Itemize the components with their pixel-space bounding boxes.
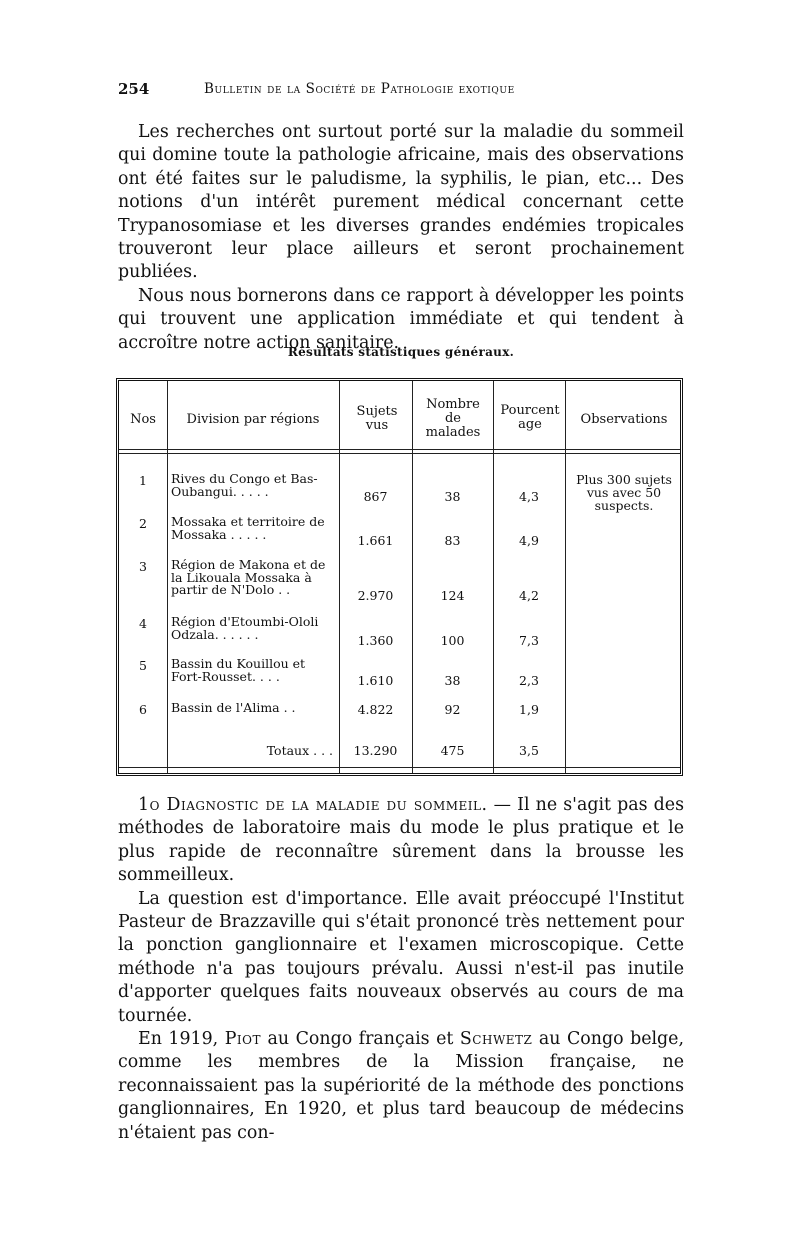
row-number: 2 [139,516,147,531]
row-number: 1 [139,473,147,488]
row-region: Mossaka et territoire de Mossaka . . . . . [171,514,325,542]
table-title: Résultats statistiques généraux. [287,345,515,359]
row-region: Région d'Etoumbi-Ololi Odzala. . . . . . [171,614,319,642]
running-title: Bulletin de la Société de Pathologie exotique [204,81,515,97]
header-patients: Nombre de malades [425,397,481,440]
row-patients: 92 [444,702,461,717]
intro-text [118,121,684,355]
row-patients: 38 [444,673,461,688]
section-paragraph-1-text: — Il ne s'agit pas des méthodes de laboratoire mais du mode le plus pratique et le plus rapide de reconnaître sûrement dans la brousse les sommeilleux. [118,795,684,886]
row-number: 4 [139,616,147,631]
row-patients: 83 [444,533,461,548]
row-patients: 124 [440,588,465,603]
row-number: 3 [139,559,147,574]
header-division: Division par régions [186,412,320,427]
row-region: Région de Makona et de la Likouala Mossaka à partir de N'Dolo . . [171,557,326,597]
section-heading: 1o Diagnostic de la maladie du sommeil. [138,795,488,815]
row-percent: 4,2 [519,588,539,603]
author-schwetz: Schwetz [459,1029,533,1050]
row-number: 6 [139,702,147,717]
row-subjects: 1.360 [357,633,394,648]
row-patients: 38 [444,489,461,504]
header-percentage: Pourcentage [500,403,560,432]
author-piot: Piot [224,1029,261,1050]
row-subjects: 2.970 [357,588,394,603]
row-subjects: 1.610 [357,673,394,688]
row-percent: 2,3 [519,673,539,688]
row-subjects: 1.661 [357,533,394,548]
statistics-table [116,378,683,776]
row-percent: 7,3 [519,633,539,648]
row-region: Bassin du Kouillou et Fort-Rousset. . . . [171,656,306,684]
header-subjects: Sujets vus [356,404,398,433]
column-divider [565,381,566,773]
row-percent: 4,9 [519,533,539,548]
row-percent: 1,9 [519,702,539,717]
intro-paragraph-1: Les recherches ont surtout porté sur la maladie du sommeil qui domine toute la pathologie africaine, mais des observations ont été faites sur le paludisme, la syphilis, le pian, etc... Des notions d'un intérêt purement médical concernant cette Trypanosomiase et les diverses grandes endémies tropicales trouveront leur place ailleurs et seront prochainement publiées. [118,122,684,283]
section-paragraph-3 [118,1028,684,1145]
row-region: Bassin de l'Alima . . [171,700,296,715]
paragraph-3-start: En 1919, [138,1029,219,1050]
paragraph-3-end: au Congo belge, comme les membres de la Mission française, ne reconnaissaient pas la supériorité de la méthode des ponctions ganglionnaires, En 1920, et plus tard beaucoup de médecins n'étaient pas con- [118,1029,685,1143]
row-subjects: 4.822 [357,702,394,717]
observation-note: Plus 300 sujets vus avec 50 suspects. [576,472,672,513]
paragraph-3-mid: au Congo français et [267,1029,454,1050]
page-header [118,80,688,104]
row-percent: 4,3 [519,489,539,504]
row-region: Rives du Congo et Bas-Oubangui. . . . . [171,471,318,499]
page-number: 254 [118,80,150,98]
intro-paragraph-2: Nous nous bornerons dans ce rapport à développer les points qui trouvent une application immédiate et qui tendent à accroître notre action sanitaire. [118,285,684,353]
section-paragraph-2: La question est d'importance. Elle avait préoccupé l'Institut Pasteur de Brazzaville qui s'était prononcé très nettement pour la ponction ganglionnaire et l'examen microscopique. Cette méthode n'a pas toujours prévalu. Aussi n'est-il pas inutile d'apporter quelques faits nouveaux observés au cours de ma tournée. [118,888,684,1026]
header-observations: Observations [580,412,668,427]
row-subjects: 867 [363,489,388,504]
totals-patients: 475 [440,743,465,758]
footer-divider [119,767,680,768]
section-text [118,794,684,1145]
totals-subjects: 13.290 [353,743,398,758]
row-number: 5 [139,658,147,673]
section-paragraph-1 [118,794,684,888]
header-number: Nos [130,412,156,427]
header-divider [119,449,680,450]
row-patients: 100 [440,633,465,648]
totals-percent: 3,5 [519,743,539,758]
totals-label: Totaux . . . [266,743,333,758]
header-divider [119,453,680,454]
column-divider [167,381,168,773]
